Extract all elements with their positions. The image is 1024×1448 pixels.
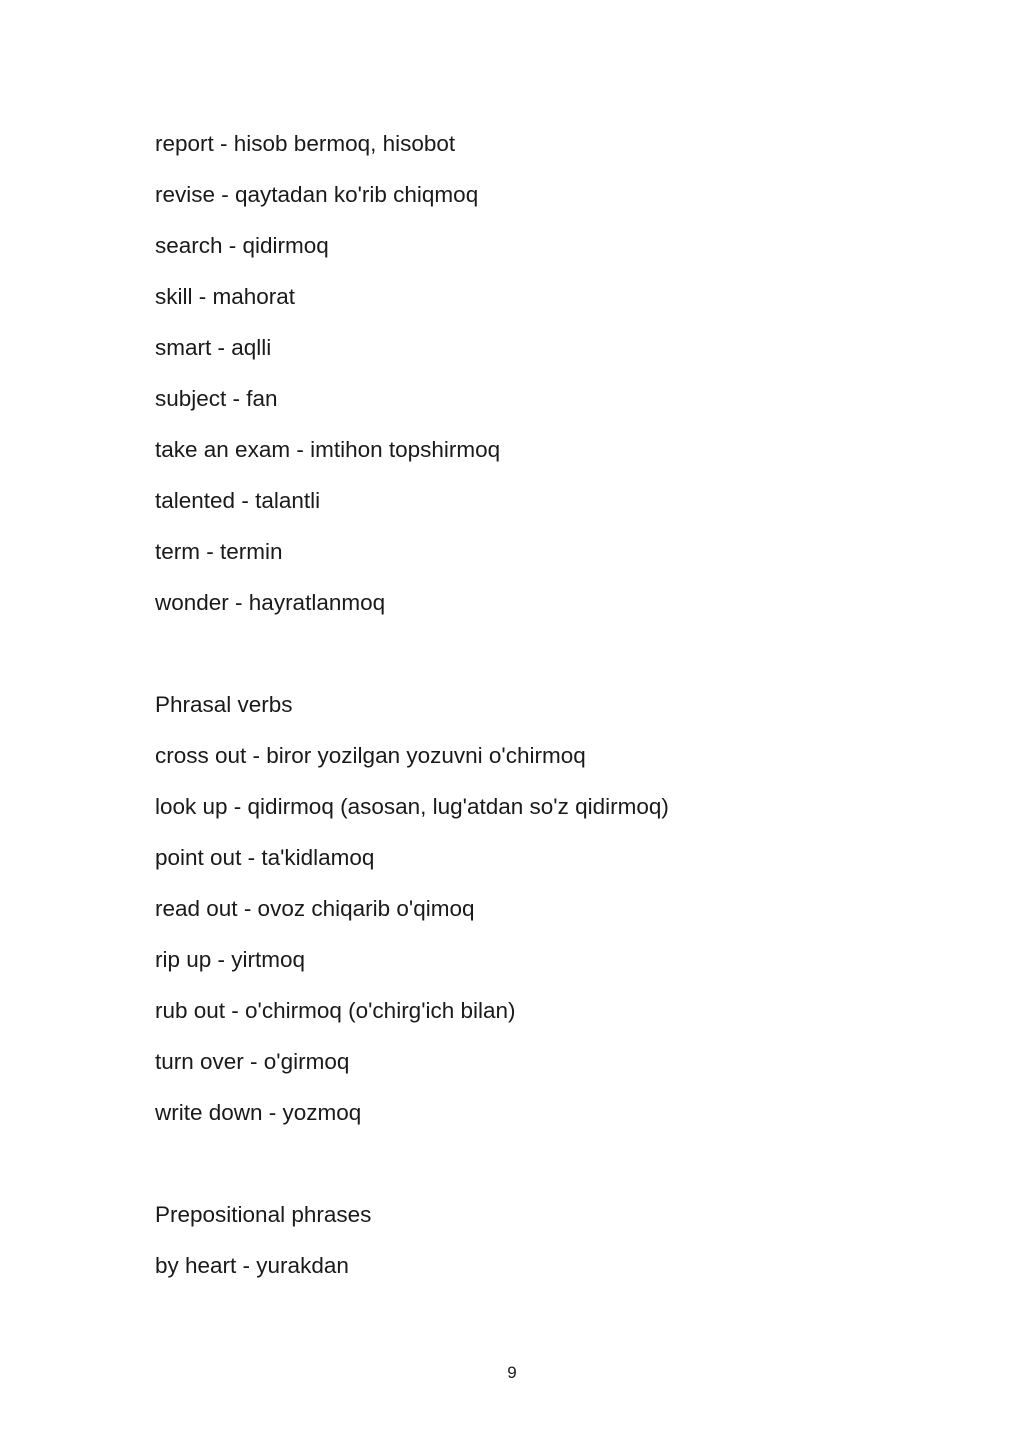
section-spacer [155,628,955,679]
phrasal-verb-entry: rip up - yirtmoq [155,947,306,972]
section-heading-phrasal-verbs: Phrasal verbs [155,692,293,717]
vocab-entry: search - qidirmoq [155,233,329,258]
page-number: 9 [507,1363,517,1382]
prepositional-phrases-section [155,1189,955,1291]
phrasal-verb-entry: look up - qidirmoq (asosan, lug'atdan so'z qidirmoq) [155,794,669,819]
vocab-entry: skill - mahorat [155,284,296,309]
section-spacer [155,1138,955,1189]
phrasal-verb-entry: point out - ta'kidlamoq [155,845,375,870]
vocab-entry: term - termin [155,539,283,564]
vocabulary-content [155,118,955,1291]
phrasal-verb-entry: read out - ovoz chiqarib o'qimoq [155,896,475,921]
vocab-entry: smart - aqlli [155,335,272,360]
phrasal-verb-entry: cross out - biror yozilgan yozuvni o'chirmoq [155,743,586,768]
vocab-entry: report - hisob bermoq, hisobot [155,131,456,156]
vocab-entry: wonder - hayratlanmoq [155,590,386,615]
prepositional-phrase-entry: by heart - yurakdan [155,1253,349,1278]
section-heading-prepositional-phrases: Prepositional phrases [155,1202,372,1227]
phrasal-verb-entry: write down - yozmoq [155,1100,362,1125]
vocabulary-list [155,118,955,628]
phrasal-verb-entry: turn over - o'girmoq [155,1049,350,1074]
phrasal-verb-entry: rub out - o'chirmoq (o'chirg'ich bilan) [155,998,516,1023]
vocab-entry: revise - qaytadan ko'rib chiqmoq [155,182,479,207]
phrasal-verbs-section [155,679,955,1138]
vocab-entry: subject - fan [155,386,278,411]
vocab-entry: talented - talantli [155,488,321,513]
vocab-entry: take an exam - imtihon topshirmoq [155,437,501,462]
